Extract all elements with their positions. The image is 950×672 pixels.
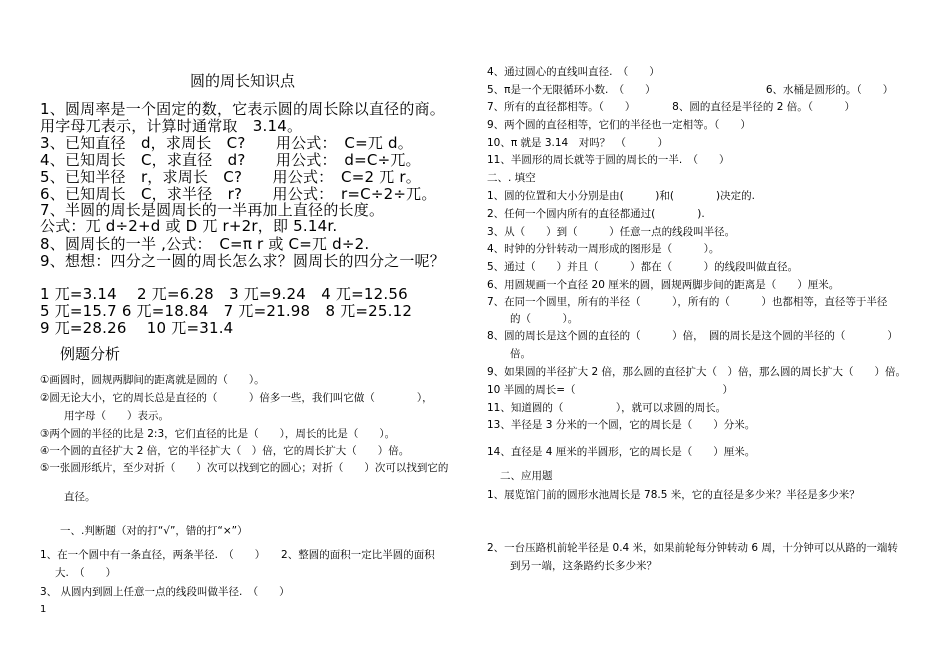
judge-item-1-2: 1、在一个圆中有一条直径，两条半径. （ ） 2、整圆的面积一定比半圆的面积 [40, 549, 435, 561]
knowledge-point-1: 1、圆周率是一个固定的数，它表示圆的周长除以直径的商。 [40, 100, 445, 118]
judge-item-5-6: 5、π是一个无限循环小数. （ ） 6、水桶是圆形的。（ ） [487, 84, 894, 96]
knowledge-point-3: 3、已知直径 d，求周长 C? 用公式： C=兀 d。 [40, 134, 413, 152]
fill-item-8: 8、圆的周长是这个圆的直径的（ ）倍， 圆的周长是这个圆的半径的（ ） [487, 330, 898, 342]
fill-item-14: 14、直径是 4 厘米的半圆形，它的周长是（ ）厘米。 [487, 446, 756, 458]
example-5: ⑤一张圆形纸片，至少对折（ ）次可以找到它的圆心；对折（ ）次可以找到它的 [40, 462, 449, 474]
fill-heading: 二、. 填空 [487, 172, 536, 184]
fill-item-2: 2、任何一个圆内所有的直径都通过( ). [487, 208, 705, 220]
fill-item-6: 6、用圆规画一个直径 20 厘米的圆，圆规两脚步间的距离是（ ）厘米。 [487, 279, 840, 291]
fill-item-13: 13、半径是 3 分米的一个圆，它的周长是（ ）分米。 [487, 419, 756, 431]
page-number: 1 [40, 604, 47, 615]
knowledge-point-5: 5、已知半径 r，求周长 C? 用公式： C=2 兀 r。 [40, 168, 421, 186]
example-3: ③两个圆的半径的比是 2:3，它们直径的比是（ ），周长的比是（ ）。 [40, 428, 396, 440]
knowledge-point-8: 8、圆周长的一半 ,公式： C=π r 或 C=兀 d÷2. [40, 235, 370, 253]
judge-heading: 一、.判断题（对的打“√”，错的打“×”） [60, 525, 248, 537]
fill-item-5: 5、通过（ ）并且（ ）都在（ ）的线段叫做直径。 [487, 261, 799, 273]
knowledge-point-7: 7、半圆的周长是圆周长的一半再加上直径的长度。 [40, 201, 385, 219]
example-5-cont: 直径。 [64, 491, 96, 503]
fill-item-10: 10 半圆的周长=（ ） [487, 384, 733, 396]
fill-item-7-cont: 的（ ）。 [510, 313, 579, 325]
knowledge-point-6: 6、已知周长 C，求半径 r? 用公式： r=C÷2÷兀。 [40, 185, 437, 203]
knowledge-formula: 公式：兀 d÷2+d 或 D 兀 r+2r，即 5.14r. [40, 217, 338, 235]
knowledge-point-1-cont: 用字母兀表示，计算时通常取 3.14。 [40, 117, 303, 135]
page-title: 圆的周长知识点 [190, 72, 296, 90]
fill-item-11: 11、知道圆的（ ），就可以求圆的周长。 [487, 402, 727, 414]
example-1: ①画圆时，圆规两脚间的距离就是圆的（ ）。 [40, 374, 265, 386]
judge-item-7-8: 7、所有的直径都相等。（ ） 8、圆的直径是半径的 2 倍。（ ） [487, 101, 855, 113]
app-heading: 二、应用题 [500, 470, 553, 482]
app-problem-2: 2、一台压路机前轮半径是 0.4 米，如果前轮每分钟转动 6 周，十分钟可以从路的一端转 [487, 542, 898, 554]
judge-item-9: 9、两个圆的直径相等，它们的半径也一定相等。（ ） [487, 119, 751, 131]
app-problem-1: 1、展览馆门前的圆形水池周长是 78.5 米，它的直径是多少米？半径是多少米？ [487, 489, 860, 501]
judge-item-3: 3、 从圆内到圆上任意一点的线段叫做半径. （ ） [40, 586, 290, 598]
multiples-row-1: 1 兀=3.14 2 兀=6.28 3 兀=9.24 4 兀=12.56 [40, 285, 408, 303]
fill-item-1: 1、圆的位置和大小分别是由( )和( )决定的. [487, 190, 755, 202]
fill-item-7: 7、在同一个圆里，所有的半径（ ），所有的（ ）也都相等，直径等于半径 [487, 296, 888, 308]
knowledge-point-9: 9、想想：四分之一圆的周长怎么求？圆周长的四分之一呢？ [40, 252, 445, 270]
example-2: ②圆无论大小，它的周长总是直径的（ ）倍多一些，我们叫它做（ ）， [40, 392, 433, 404]
fill-item-4: 4、时钟的分针转动一周形成的图形是（ ）。 [487, 243, 720, 255]
example-4: ④一个圆的直径扩大 2 倍，它的半径扩大（ ）倍，它的周长扩大（ ）倍。 [40, 445, 410, 457]
app-problem-2-cont: 到另一端，这条路约长多少米？ [510, 560, 657, 572]
example-2-cont: 用字母（ ）表示。 [64, 410, 169, 422]
fill-item-9: 9、如果圆的半径扩大 2 倍，那么圆的直径扩大（ ）倍，那么圆的周长扩大（ ）倍。 [487, 366, 907, 378]
knowledge-point-4: 4、已知周长 C，求直径 d? 用公式： d=C÷兀。 [40, 151, 421, 169]
judge-item-4: 4、通过圆心的直线叫直径. （ ） [487, 66, 660, 78]
multiples-row-2: 5 兀=15.7 6 兀=18.84 7 兀=21.98 8 兀=25.12 [40, 302, 413, 320]
fill-item-8-cont: 倍。 [510, 348, 531, 360]
multiples-row-3: 9 兀=28.26 10 兀=31.4 [40, 319, 234, 337]
judge-item-10: 10、π 就是 3.14 对吗？ （ ） [487, 137, 668, 149]
example-heading: 例题分析 [60, 345, 121, 363]
fill-item-3: 3、从（ ）到（ ）任意一点的线段叫半径。 [487, 226, 736, 238]
judge-item-11: 11、半圆形的周长就等于圆的周长的一半. （ ） [487, 154, 730, 166]
judge-item-2-cont: 大. （ ） [55, 567, 117, 579]
